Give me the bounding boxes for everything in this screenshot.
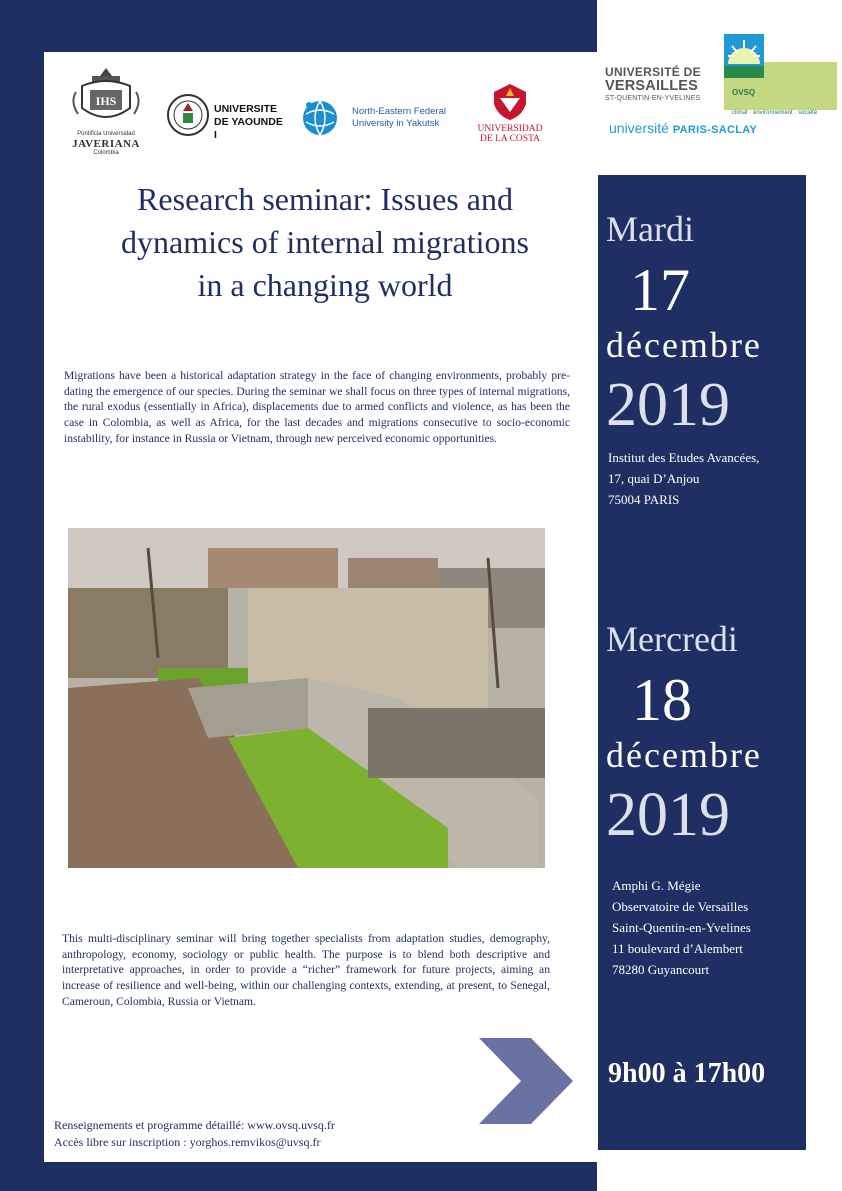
yaounde-line1: UNIVERSITE [214, 103, 278, 115]
event2-address-line: Saint-Quentin-en-Yvelines [612, 920, 751, 935]
event-hours: 9h00 à 17h00 [608, 1058, 766, 1089]
ovsq-tagline: climat · environnement · société [732, 110, 818, 116]
event2-month: décembre [606, 735, 762, 775]
yaounde-logo [166, 93, 288, 141]
event1-month: décembre [606, 325, 762, 365]
chevron-right-icon [479, 1038, 573, 1124]
event1-year: 2019 [606, 371, 730, 439]
yakutsk-line1: North-Eastern Federal [352, 106, 446, 117]
uvsq-logo [605, 66, 725, 103]
event1-address-line: 75004 PARIS [608, 492, 680, 507]
event2-address-line: 78280 Guyancourt [612, 962, 710, 977]
ovsq-logo [724, 34, 837, 122]
event2-address-line: Amphi G. Mégie [612, 878, 701, 893]
event2-day: Mercredi [606, 619, 738, 659]
javeriana-line3: Colombia [93, 150, 119, 156]
costa-line2: DE LA COSTA [480, 134, 540, 144]
event2-address-line: 11 boulevard d’Alembert [612, 941, 743, 956]
event1-address-line: Institut des Etudes Avancées, [608, 450, 760, 465]
ovsq-sun-icon [724, 34, 764, 78]
uvsq-line2: VERSAILLES [605, 78, 699, 94]
dates-panel [598, 175, 806, 1150]
event2-year: 2019 [606, 781, 730, 849]
intro-paragraph: Migrations have been a historical adaptation strategy in the face of changing environments, probably pre-dating the emergence of our species. During the seminar we shall focus on three types of internal migrations, the rural exodus (essentially in Africa), displacements due to armed conflicts and violence, as has been the case in Colombia, as well as Africa, for the last decades and migrations consecutive to socio-economic instability, for instance in Russia or Vietnam, through new perceived economic opportunities. [64, 369, 570, 445]
yakutsk-line2: University in Yakutsk [352, 118, 440, 129]
title-line-3: in a changing world [197, 267, 453, 303]
saclay-prefix: université [609, 120, 669, 136]
yakutsk-text [352, 106, 446, 130]
javeriana-line2: JAVERIANA [72, 138, 140, 150]
yaounde-seal-icon [166, 93, 210, 137]
photo-flooded-neighborhood [68, 528, 545, 868]
ovsq-name: OVSQ [732, 88, 756, 97]
event2-address [612, 875, 751, 980]
event2-date: 18 [632, 667, 692, 733]
event2-address-line: Observatoire de Versailles [612, 899, 749, 914]
saclay-name: PARIS-SACLAY [672, 124, 758, 136]
uvsq-line1: UNIVERSITÉ DE [605, 65, 701, 79]
event1-date: 17 [630, 257, 690, 323]
javeriana-line1: Pontificia Universidad [77, 131, 135, 137]
uvsq-line3: ST-QUENTIN-EN-YVELINES [605, 95, 701, 102]
title-line-1: Research seminar: Issues and [137, 181, 513, 217]
yaounde-text [214, 103, 288, 142]
costa-logo [470, 82, 550, 142]
javeriana-crest-icon [68, 64, 144, 126]
costa-line1: UNIVERSIDAD [477, 124, 543, 134]
footer-info [54, 1117, 335, 1151]
seminar-description: This multi-disciplinary seminar will bring together specialists from adaptation studies, demography, anthropology, economy, sociology or public health. The purpose is to blend both descriptive and interpretative approaches, in order to provide a “richer” framework for future projects, aiming an increase of resilience and well-being, within our challenging contexts, extending, at present, to Senegal, Cameroun, Colombia, Russia or Vietnam. [62, 932, 550, 1008]
footer-registration: Accès libre sur inscription : yorghos.remvikos@uvsq.fr [54, 1135, 321, 1149]
yaounde-line2: DE YAOUNDE I [214, 116, 283, 141]
javeriana-logo [68, 64, 144, 157]
event1-address-line: 17, quai D’Anjou [608, 471, 700, 486]
footer-website: Renseignements et programme détaillé: www.ovsq.uvsq.fr [54, 1118, 335, 1132]
event1-address [608, 447, 759, 510]
yakutsk-globe-icon [300, 98, 340, 138]
costa-text [470, 124, 550, 144]
title-line-2: dynamics of internal migrations [121, 224, 529, 260]
yakutsk-logo [300, 98, 460, 138]
event1-day: Mardi [606, 209, 694, 249]
costa-shield-icon [490, 82, 530, 122]
svg-text:IHS: IHS [95, 94, 117, 108]
saclay-logo [609, 120, 757, 136]
seminar-title [60, 178, 590, 307]
